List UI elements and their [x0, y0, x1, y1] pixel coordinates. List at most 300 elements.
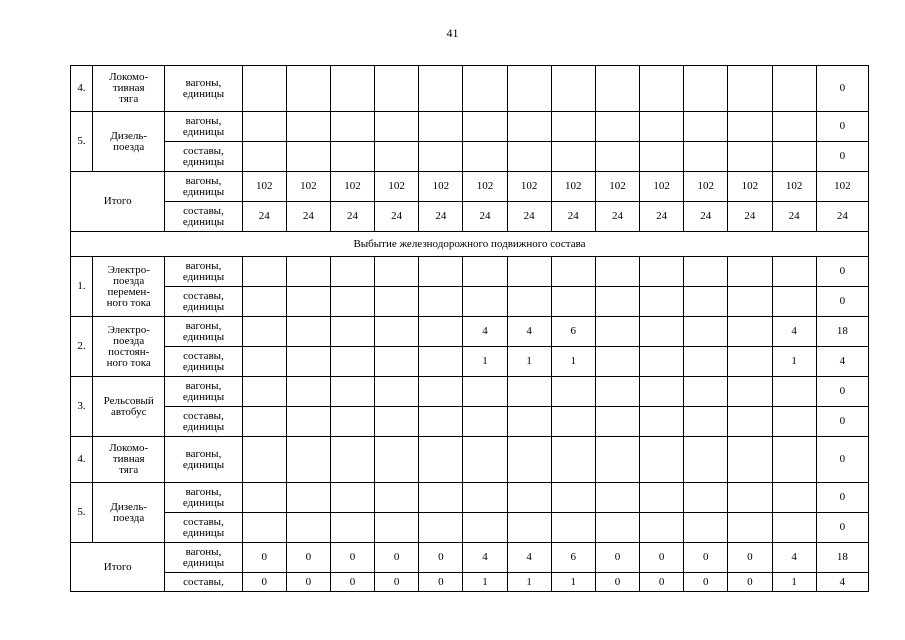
value-cell	[772, 287, 816, 317]
unit-line: составы,	[183, 289, 224, 302]
unit-line: составы,	[183, 575, 224, 588]
value-cell	[419, 377, 463, 407]
value-cell	[551, 66, 595, 112]
value-cell	[684, 437, 728, 483]
row-name-line: Электро-	[107, 323, 150, 336]
value-cell	[242, 513, 286, 543]
value-cell	[330, 287, 374, 317]
value-cell	[507, 437, 551, 483]
total-row	[71, 573, 869, 592]
value-cell: 24	[551, 202, 595, 232]
row-name-line: Дизель-	[110, 129, 148, 142]
row-name-line: ного тока	[106, 356, 151, 369]
value-cell: 102	[242, 172, 286, 202]
value-cell	[595, 287, 639, 317]
value-cell	[684, 377, 728, 407]
value-cell	[507, 287, 551, 317]
value-cell: 102	[507, 172, 551, 202]
value-cell: 0	[419, 543, 463, 573]
table-row	[71, 407, 869, 437]
value-cell	[375, 347, 419, 377]
value-cell	[772, 483, 816, 513]
value-cell	[595, 142, 639, 172]
value-cell	[595, 257, 639, 287]
page-number: 41	[446, 26, 459, 40]
value-cell	[640, 377, 684, 407]
unit-line: вагоны,	[185, 485, 222, 498]
value-cell	[728, 513, 772, 543]
unit-line: единицы	[182, 458, 225, 471]
value-cell	[772, 407, 816, 437]
unit-cell	[165, 543, 242, 573]
unit-cell	[165, 483, 242, 513]
value-cell: 0	[684, 573, 728, 592]
value-cell	[551, 437, 595, 483]
unit-cell	[165, 317, 242, 347]
value-cell: 24	[507, 202, 551, 232]
value-cell	[419, 287, 463, 317]
value-cell	[640, 407, 684, 437]
value-cell: 102	[816, 172, 868, 202]
value-cell	[728, 257, 772, 287]
unit-line: составы,	[183, 204, 224, 217]
value-cell: 0	[816, 287, 868, 317]
total-label: Итого	[71, 172, 165, 232]
value-cell	[286, 437, 330, 483]
value-cell	[375, 257, 419, 287]
unit-line: единицы	[182, 526, 225, 539]
value-cell: 1	[551, 347, 595, 377]
value-cell: 102	[375, 172, 419, 202]
value-cell: 102	[640, 172, 684, 202]
value-cell	[419, 513, 463, 543]
value-cell	[728, 483, 772, 513]
unit-cell	[165, 202, 242, 232]
table-row	[71, 437, 869, 483]
value-cell	[330, 377, 374, 407]
row-name-line: поезда	[113, 140, 145, 153]
value-cell	[640, 66, 684, 112]
value-cell: 102	[728, 172, 772, 202]
value-cell	[330, 66, 374, 112]
value-cell	[419, 437, 463, 483]
value-cell	[772, 257, 816, 287]
value-cell	[507, 66, 551, 112]
value-cell: 102	[772, 172, 816, 202]
value-cell	[772, 66, 816, 112]
value-cell: 0	[595, 573, 639, 592]
unit-line: единицы	[182, 390, 225, 403]
value-cell	[463, 513, 507, 543]
row-name-line: Локомо-	[109, 442, 149, 454]
value-cell	[419, 257, 463, 287]
value-cell	[728, 317, 772, 347]
total-row	[71, 543, 869, 573]
value-cell: 24	[242, 202, 286, 232]
unit-cell	[165, 347, 242, 377]
value-cell	[640, 257, 684, 287]
value-cell	[286, 407, 330, 437]
unit-cell	[165, 287, 242, 317]
value-cell	[772, 377, 816, 407]
value-cell: 0	[419, 573, 463, 592]
value-cell: 24	[463, 202, 507, 232]
value-cell	[375, 513, 419, 543]
row-name-line: Рельсовый	[103, 394, 154, 407]
value-cell	[772, 513, 816, 543]
row-number: 1.	[71, 257, 93, 317]
row-name	[93, 377, 165, 437]
value-cell	[640, 437, 684, 483]
unit-line: единицы	[182, 420, 225, 433]
row-name-line: ного тока	[106, 296, 151, 309]
value-cell: 0	[242, 573, 286, 592]
value-cell	[640, 513, 684, 543]
value-cell: 24	[640, 202, 684, 232]
value-cell	[551, 377, 595, 407]
value-cell: 102	[419, 172, 463, 202]
value-cell: 24	[330, 202, 374, 232]
value-cell	[595, 347, 639, 377]
value-cell: 0	[330, 573, 374, 592]
value-cell	[463, 437, 507, 483]
value-cell	[640, 142, 684, 172]
value-cell	[507, 377, 551, 407]
unit-line: составы,	[183, 409, 224, 422]
unit-line: единицы	[182, 330, 225, 343]
value-cell: 18	[816, 317, 868, 347]
value-cell	[595, 407, 639, 437]
total-row	[71, 202, 869, 232]
value-cell: 1	[463, 573, 507, 592]
unit-line: вагоны,	[185, 319, 222, 332]
value-cell	[640, 317, 684, 347]
value-cell: 4	[507, 543, 551, 573]
value-cell	[463, 407, 507, 437]
value-cell	[507, 112, 551, 142]
unit-cell	[165, 513, 242, 543]
value-cell	[595, 513, 639, 543]
value-cell	[551, 142, 595, 172]
table-row	[71, 257, 869, 287]
value-cell: 0	[816, 407, 868, 437]
value-cell	[375, 112, 419, 142]
value-cell	[684, 257, 728, 287]
value-cell: 102	[463, 172, 507, 202]
value-cell	[419, 483, 463, 513]
value-cell	[419, 347, 463, 377]
value-cell	[419, 142, 463, 172]
table-row	[71, 142, 869, 172]
row-name-line: тивная	[112, 82, 145, 94]
value-cell	[242, 142, 286, 172]
row-name	[93, 317, 165, 377]
value-cell	[684, 513, 728, 543]
value-cell: 4	[816, 347, 868, 377]
row-number: 5.	[71, 112, 93, 172]
value-cell	[242, 66, 286, 112]
value-cell: 24	[595, 202, 639, 232]
value-cell	[375, 66, 419, 112]
value-cell	[728, 287, 772, 317]
value-cell: 0	[330, 543, 374, 573]
unit-line: единицы	[182, 185, 225, 198]
value-cell	[463, 257, 507, 287]
table-row	[71, 66, 869, 112]
row-name	[93, 437, 165, 483]
value-cell	[242, 483, 286, 513]
value-cell: 0	[816, 377, 868, 407]
value-cell: 6	[551, 543, 595, 573]
value-cell	[242, 437, 286, 483]
row-name-line: Электро-	[107, 263, 150, 276]
value-cell	[463, 377, 507, 407]
value-cell	[242, 347, 286, 377]
unit-line: составы,	[183, 349, 224, 362]
unit-line: единицы	[182, 270, 225, 283]
value-cell	[595, 112, 639, 142]
value-cell: 1	[772, 573, 816, 592]
table-row	[71, 287, 869, 317]
value-cell	[507, 142, 551, 172]
value-cell: 4	[772, 543, 816, 573]
value-cell: 1	[507, 573, 551, 592]
value-cell: 102	[551, 172, 595, 202]
unit-line: вагоны,	[185, 545, 222, 558]
value-cell: 0	[816, 513, 868, 543]
value-cell	[551, 257, 595, 287]
value-cell	[551, 287, 595, 317]
value-cell	[463, 112, 507, 142]
value-cell	[286, 112, 330, 142]
value-cell: 102	[595, 172, 639, 202]
value-cell	[330, 513, 374, 543]
unit-line: единицы	[182, 556, 225, 569]
value-cell	[419, 112, 463, 142]
value-cell	[286, 287, 330, 317]
value-cell	[684, 287, 728, 317]
value-cell: 0	[242, 543, 286, 573]
table-row	[71, 377, 869, 407]
value-cell: 0	[640, 543, 684, 573]
value-cell	[728, 347, 772, 377]
row-number: 3.	[71, 377, 93, 437]
value-cell	[595, 483, 639, 513]
row-number: 4.	[71, 66, 93, 112]
row-name	[93, 112, 165, 172]
row-name-line: перемен-	[107, 285, 150, 298]
value-cell	[242, 287, 286, 317]
value-cell	[728, 377, 772, 407]
value-cell: 0	[640, 573, 684, 592]
value-cell: 0	[375, 543, 419, 573]
unit-line: единицы	[182, 155, 225, 168]
value-cell: 4	[816, 573, 868, 592]
row-name-line: Дизель-	[110, 500, 148, 513]
unit-cell	[165, 172, 242, 202]
value-cell	[595, 66, 639, 112]
value-cell: 102	[684, 172, 728, 202]
value-cell	[684, 407, 728, 437]
value-cell	[375, 407, 419, 437]
unit-cell	[165, 257, 242, 287]
value-cell	[419, 66, 463, 112]
unit-line: единицы	[182, 360, 225, 373]
value-cell	[595, 437, 639, 483]
value-cell	[772, 142, 816, 172]
value-cell: 4	[463, 543, 507, 573]
value-cell	[507, 407, 551, 437]
value-cell	[286, 317, 330, 347]
unit-line: единицы	[182, 300, 225, 313]
value-cell: 18	[816, 543, 868, 573]
value-cell: 1	[463, 347, 507, 377]
value-cell	[286, 66, 330, 112]
unit-cell	[165, 407, 242, 437]
value-cell: 24	[375, 202, 419, 232]
value-cell	[375, 377, 419, 407]
value-cell: 4	[507, 317, 551, 347]
value-cell	[684, 347, 728, 377]
row-name-line: тяга	[119, 464, 139, 476]
total-label: Итого	[71, 543, 165, 592]
row-name-line: Локомо-	[109, 71, 149, 83]
value-cell	[728, 437, 772, 483]
row-name-line: поезда	[113, 334, 145, 347]
value-cell	[286, 483, 330, 513]
row-name-line: поезда	[113, 274, 145, 287]
value-cell	[375, 483, 419, 513]
unit-cell	[165, 437, 242, 483]
unit-line: вагоны,	[185, 447, 222, 460]
value-cell: 0	[684, 543, 728, 573]
value-cell	[375, 317, 419, 347]
unit-line: единицы	[182, 87, 225, 100]
value-cell	[595, 317, 639, 347]
value-cell: 1	[772, 347, 816, 377]
table-row	[71, 483, 869, 513]
unit-cell	[165, 112, 242, 142]
unit-line: вагоны,	[185, 76, 222, 89]
section-title: Выбытие железнодорожного подвижного состава	[71, 232, 869, 257]
section-row	[71, 232, 869, 257]
value-cell	[640, 112, 684, 142]
value-cell	[728, 112, 772, 142]
value-cell: 0	[816, 483, 868, 513]
value-cell	[242, 377, 286, 407]
row-name	[93, 257, 165, 317]
row-number: 5.	[71, 483, 93, 543]
row-number: 2.	[71, 317, 93, 377]
value-cell	[375, 437, 419, 483]
value-cell	[375, 142, 419, 172]
value-cell	[595, 377, 639, 407]
value-cell	[728, 407, 772, 437]
value-cell: 1	[507, 347, 551, 377]
value-cell	[463, 142, 507, 172]
unit-cell	[165, 377, 242, 407]
value-cell	[286, 257, 330, 287]
unit-cell	[165, 142, 242, 172]
value-cell: 4	[772, 317, 816, 347]
table-row	[71, 513, 869, 543]
unit-line: единицы	[182, 496, 225, 509]
value-cell	[419, 407, 463, 437]
row-name-line: автобус	[110, 405, 147, 418]
unit-line: вагоны,	[185, 259, 222, 272]
value-cell: 1	[551, 573, 595, 592]
value-cell	[330, 347, 374, 377]
value-cell: 0	[816, 112, 868, 142]
value-cell: 0	[728, 543, 772, 573]
value-cell	[728, 66, 772, 112]
value-cell: 24	[816, 202, 868, 232]
value-cell: 0	[728, 573, 772, 592]
value-cell	[330, 407, 374, 437]
unit-line: вагоны,	[185, 174, 222, 187]
value-cell	[772, 112, 816, 142]
value-cell: 24	[728, 202, 772, 232]
value-cell	[507, 483, 551, 513]
row-name-line: тивная	[112, 453, 145, 465]
unit-line: составы,	[183, 144, 224, 157]
value-cell	[242, 112, 286, 142]
row-name-line: тяга	[119, 93, 139, 105]
value-cell	[551, 483, 595, 513]
value-cell	[330, 317, 374, 347]
value-cell	[242, 407, 286, 437]
value-cell	[330, 142, 374, 172]
value-cell	[375, 287, 419, 317]
value-cell	[640, 483, 684, 513]
value-cell: 0	[286, 573, 330, 592]
value-cell	[286, 377, 330, 407]
value-cell	[463, 483, 507, 513]
total-row	[71, 172, 869, 202]
unit-cell	[165, 66, 242, 112]
value-cell	[684, 66, 728, 112]
value-cell: 24	[684, 202, 728, 232]
table-row	[71, 317, 869, 347]
value-cell	[330, 257, 374, 287]
value-cell	[684, 112, 728, 142]
value-cell: 0	[375, 573, 419, 592]
value-cell: 0	[816, 142, 868, 172]
row-name-line: поезда	[113, 511, 145, 524]
value-cell	[507, 257, 551, 287]
row-name	[93, 66, 165, 112]
value-cell: 6	[551, 317, 595, 347]
unit-line: вагоны,	[185, 114, 222, 127]
value-cell	[463, 287, 507, 317]
value-cell: 4	[463, 317, 507, 347]
value-cell: 0	[816, 437, 868, 483]
value-cell	[684, 142, 728, 172]
value-cell	[772, 437, 816, 483]
value-cell	[330, 112, 374, 142]
value-cell	[551, 513, 595, 543]
value-cell: 0	[595, 543, 639, 573]
unit-line: единицы	[182, 125, 225, 138]
value-cell	[330, 483, 374, 513]
unit-line: составы,	[183, 515, 224, 528]
value-cell	[286, 142, 330, 172]
value-cell	[242, 257, 286, 287]
value-cell	[640, 287, 684, 317]
value-cell	[728, 142, 772, 172]
value-cell	[684, 317, 728, 347]
value-cell: 24	[419, 202, 463, 232]
